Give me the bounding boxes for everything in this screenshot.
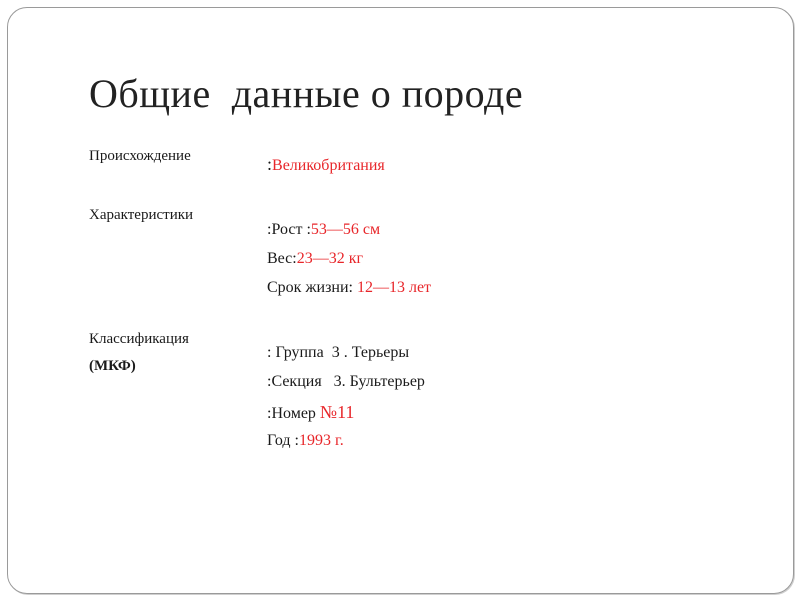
year-prefix: Год : <box>267 432 299 449</box>
weight-value: 23—32 кг <box>296 250 364 267</box>
classification-label: Классификация <box>89 331 189 347</box>
page-title: Общие данные о породе <box>89 71 524 116</box>
classification-sublabel: (МКФ) <box>89 358 136 374</box>
section-line: :Секция 3. Бультерьер <box>267 373 425 390</box>
group-line: : Группа 3 . Терьеры <box>267 344 410 361</box>
number-value: №11 <box>319 402 355 422</box>
life-value: 12—13 лет <box>356 279 432 296</box>
year-line <box>267 432 344 450</box>
origin-prefix: : <box>267 154 273 174</box>
weight-prefix: Вес: <box>267 250 297 267</box>
life-prefix: Срок жизни: <box>267 279 357 296</box>
origin-label: Происхождение <box>89 148 191 164</box>
characteristics-label: Характеристики <box>89 207 194 223</box>
life-line <box>267 279 431 297</box>
height-line <box>267 221 380 239</box>
number-line <box>267 402 354 423</box>
number-prefix: :Номер <box>267 405 320 422</box>
year-value: 1993 г. <box>298 432 344 449</box>
height-value: 53—56 см <box>310 221 381 238</box>
weight-line <box>267 250 363 268</box>
origin-value: Великобритания <box>272 157 385 174</box>
height-prefix: :Рост : <box>267 221 311 238</box>
origin-line <box>267 154 385 175</box>
